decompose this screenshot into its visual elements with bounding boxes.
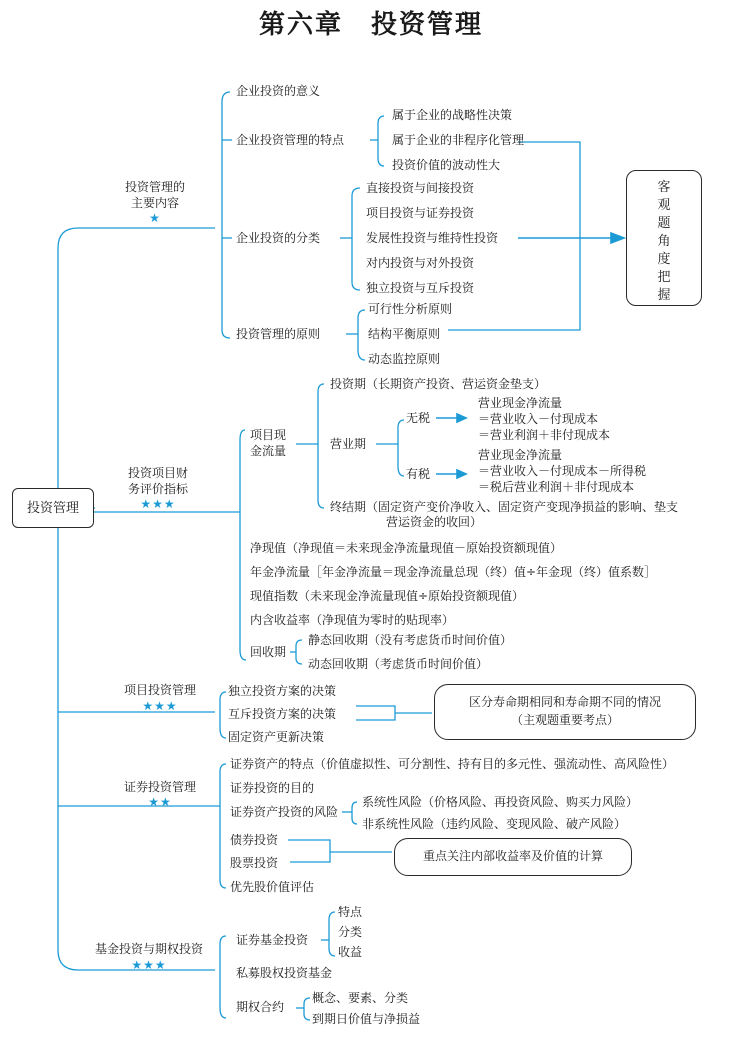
b5-option-item: 概念、要素、分类 (312, 991, 409, 1005)
b5-option: 期权合约 (236, 1000, 285, 1014)
b1-class-item: 对内投资与对外投资 (366, 256, 475, 270)
b2-with-tax: 有税 (406, 467, 431, 481)
b1-principles-label: 投资管理的原则 (236, 327, 321, 341)
b1-principle-item: 结构平衡原则 (368, 327, 441, 341)
b1-features-label: 企业投资管理的特点 (236, 133, 345, 147)
b3-note-line1: 区分寿命期相同和寿命期不同的情况 (468, 695, 661, 709)
b2-no-tax-formula: ＝营业利润＋非付现成本 (478, 428, 611, 442)
b2-no-tax: 无税 (406, 411, 431, 425)
b3-note-box (434, 684, 696, 740)
b2-npv: 净现值（净现值＝未来现金净流量现值－原始投资额现值） (250, 541, 563, 555)
b5-fund-item: 收益 (338, 945, 363, 959)
b5-stars: ★★★ (131, 958, 167, 972)
b2-dynamic-payback: 动态回收期（考虑货币时间价值） (308, 657, 489, 671)
b4-bond: 债券投资 (230, 833, 279, 847)
b2-label-line2: 务评价指标 (127, 482, 188, 496)
b5-option-item: 到期日价值与净损益 (312, 1012, 421, 1026)
b4-features: 证券资产的特点（价值虚拟性、可分割性、持有目的多元性、强流动性、高风险性） (230, 757, 675, 771)
b1-label-line2: 主要内容 (130, 196, 179, 210)
b3-item: 固定资产更新决策 (228, 730, 325, 744)
b2-annual: 年金净流量［年金净流量＝现金净流量总现（终）值÷年金现（终）值系数］ (250, 565, 657, 579)
objective-char: 观 (657, 198, 671, 213)
b2-label-line1: 投资项目财 (127, 466, 188, 480)
b2-terminal-line1: 终结期（固定资产变价净收入、固定资产变现净损益的影响、垫支 (330, 500, 679, 514)
b3-note-line2: （主观题重要考点） (510, 713, 619, 727)
b3-label: 项目投资管理 (123, 683, 196, 697)
b2-invest-period: 投资期（长期资产投资、营运资金垫支） (330, 377, 547, 391)
root-node: 投资管理 (26, 501, 79, 516)
objective-char: 角 (657, 234, 671, 249)
objective-char: 题 (657, 216, 671, 231)
b2-static-payback: 静态回收期（没有考虑货币时间价值） (308, 633, 513, 647)
b2-cashflow-line2: 金流量 (250, 444, 287, 458)
b2-with-tax-formula: ＝税后营业利润＋非付现成本 (478, 480, 635, 494)
b1-principle-item: 可行性分析原则 (368, 302, 453, 316)
b3-item: 独立投资方案的决策 (228, 684, 337, 698)
b2-payback: 回收期 (250, 645, 287, 659)
objective-char: 握 (657, 288, 671, 303)
b1-label-line1: 投资管理的 (124, 180, 185, 194)
b4-preferred: 优先股价值评估 (230, 880, 315, 894)
b2-with-tax-formula: ＝营业收入－付现成本－所得税 (478, 464, 647, 478)
b5-pe: 私募股权投资基金 (236, 966, 333, 980)
b3-stars: ★★★ (142, 699, 178, 713)
b5-fund-item: 特点 (338, 905, 363, 919)
b2-no-tax-formula: 营业现金净流量 (478, 396, 563, 410)
b4-stars: ★★ (148, 795, 172, 809)
b5-fund-item: 分类 (338, 925, 363, 939)
b4-stock: 股票投资 (230, 856, 279, 870)
b4-systematic: 系统性风险（价格风险、再投资风险、购买力风险） (362, 795, 639, 809)
b1-meaning: 企业投资的意义 (236, 84, 321, 98)
b2-with-tax-formula: 营业现金净流量 (478, 448, 563, 462)
b2-operating: 营业期 (330, 437, 367, 451)
b4-purpose: 证券投资的目的 (230, 781, 315, 795)
objective-char: 把 (657, 270, 671, 285)
page-title: 第六章 投资管理 (258, 10, 483, 40)
b1-class-item: 直接投资与间接投资 (366, 181, 475, 195)
b2-no-tax-formula: ＝营业收入－付现成本 (478, 412, 599, 426)
objective-box (626, 170, 702, 306)
b3-item: 互斥投资方案的决策 (228, 707, 337, 721)
b2-pi: 现值指数（未来现金净流量现值÷原始投资额现值） (250, 589, 525, 603)
b2-terminal-line2: 营运资金的收回） (386, 515, 483, 529)
b1-class-item: 项目投资与证券投资 (366, 206, 475, 220)
b2-irr: 内含收益率（净现值为零时的贴现率） (250, 613, 455, 627)
b1-class-item: 发展性投资与维持性投资 (366, 231, 499, 245)
objective-char: 度 (657, 252, 671, 267)
b1-class-item: 独立投资与互斥投资 (366, 281, 475, 295)
b1-feature-item: 投资价值的波动性大 (392, 158, 501, 172)
b4-note: 重点关注内部收益率及价值的计算 (422, 849, 603, 863)
b2-cashflow-line1: 项目现 (250, 428, 287, 442)
b1-feature-item: 属于企业的非程序化管理 (392, 133, 525, 147)
b1-stars: ★ (149, 211, 161, 225)
b2-stars: ★★★ (140, 497, 176, 511)
b1-principle-item: 动态监控原则 (368, 352, 441, 366)
b1-feature-item: 属于企业的战略性决策 (392, 108, 513, 122)
b4-label: 证券投资管理 (123, 780, 196, 794)
objective-char: 客 (657, 180, 671, 195)
b4-risk: 证券资产投资的风险 (230, 805, 339, 819)
b5-label: 基金投资与期权投资 (94, 942, 203, 956)
b5-fund: 证券基金投资 (236, 933, 309, 947)
b1-classification-label: 企业投资的分类 (236, 231, 321, 245)
b4-unsystematic: 非系统性风险（违约风险、变现风险、破产风险） (362, 817, 627, 831)
